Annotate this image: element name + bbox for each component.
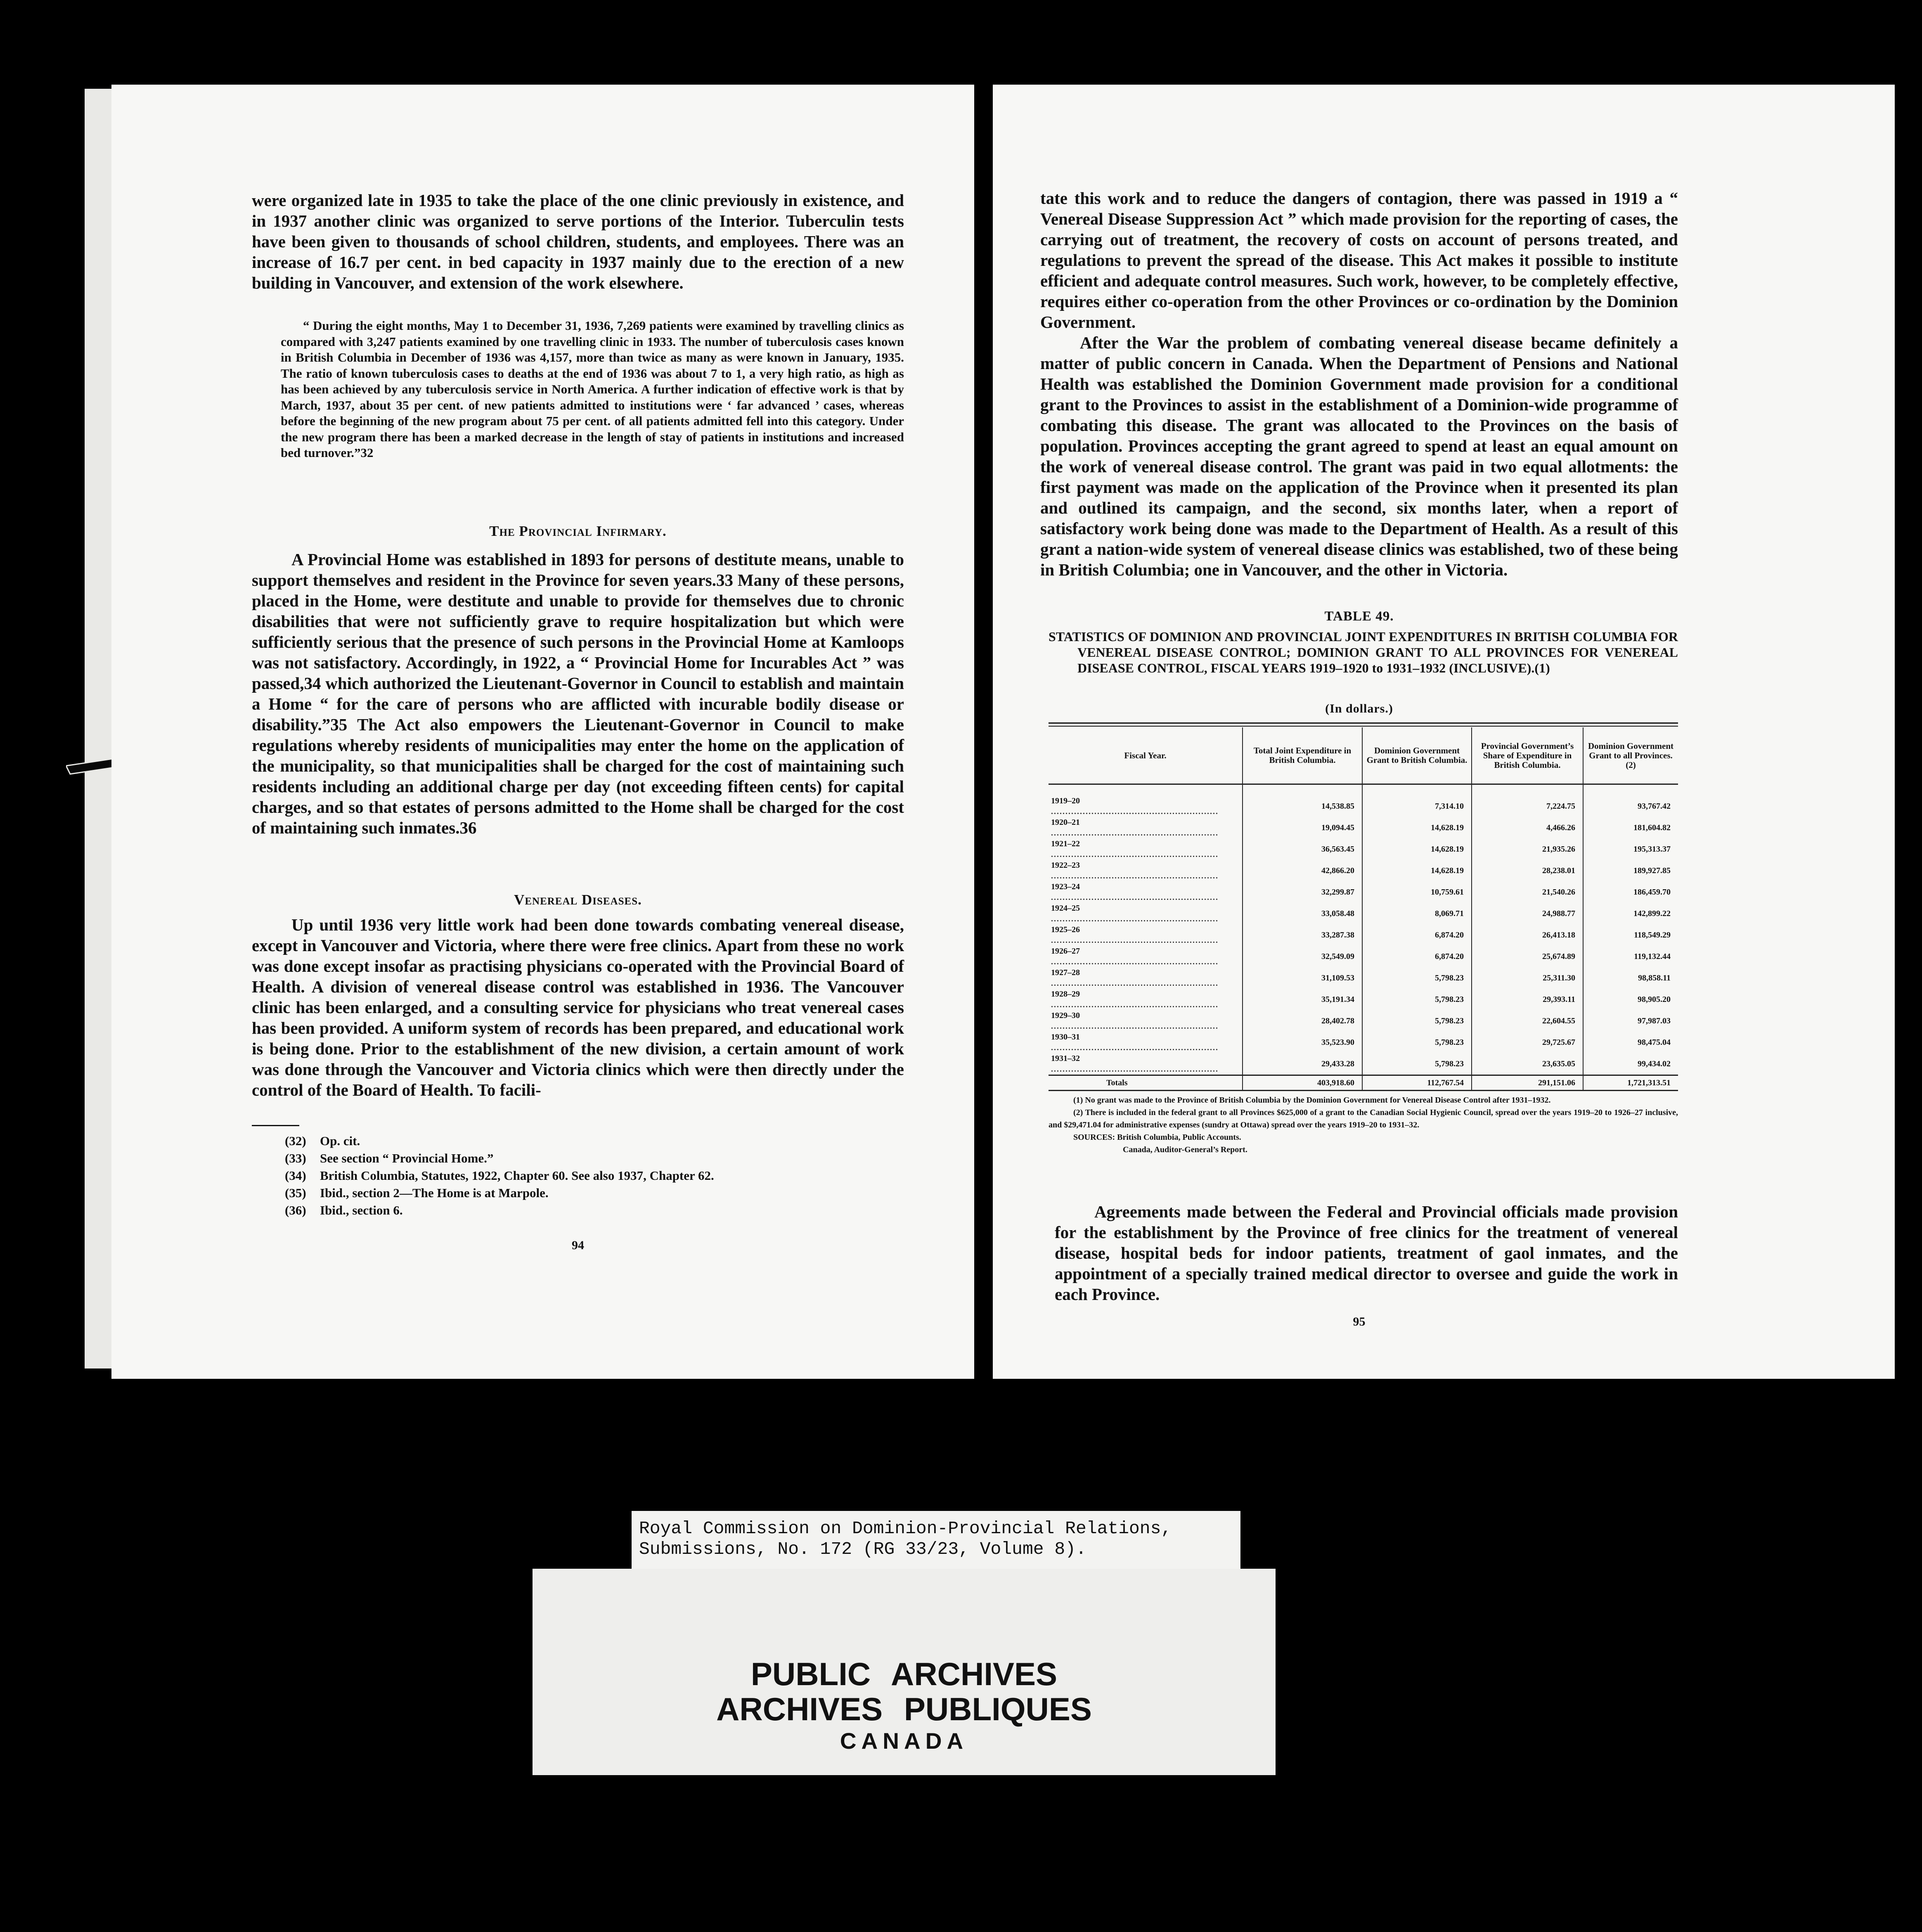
paragraph-text: were organized late in 1935 to take the place of the one clinic previously in existence, and in 1937 another clinic was organized to serve portions of the Interior. Tuberculin tests have been given to thousands of school children, students, and employees. There was an increase of 16.7 per cent. in bed capacity in 1937 mainly due to the erection of a new building in Vancouver, and extension of the work elsewhere. [252, 191, 904, 292]
footnote-number: (36) [285, 1203, 306, 1217]
fiscal-year-label: 1928–29 [1051, 990, 1080, 999]
stamp-line-french: ARCHIVES PUBLIQUES [716, 1691, 1092, 1727]
footnote [285, 1167, 904, 1184]
fiscal-year-cell [1049, 967, 1243, 989]
table-top-rule [1049, 726, 1678, 727]
sources-line: Canada, Auditor-General’s Report. [1123, 1145, 1247, 1154]
column-header: Dominion Government Grant to all Provinces. (2) [1583, 727, 1678, 784]
dot-leader: .......................................................... [1051, 1000, 1219, 1009]
amount-cell: 25,311.30 [1472, 967, 1583, 989]
fiscal-year-cell [1049, 881, 1243, 903]
dot-leader: .......................................................... [1051, 1065, 1219, 1074]
amount-cell: 29,725.67 [1472, 1032, 1583, 1053]
statistics-table [1049, 727, 1678, 1091]
amount-cell: 19,094.45 [1243, 817, 1362, 838]
paragraph-text: tate this work and to reduce the dangers of contagion, there was passed in 1919 a “ Venereal Disease Suppression Act ” which made provision for the reporting of cases, the carrying out of treatment, the recovery of costs on account of persons treated, and regulations to prevent the spread of the disease. This Act makes it possible to institute efficient and adequate control measures. Such work, however, to be completely effective, requires either co-operation from the other Provinces or co-ordination by the Dominion Government. [1040, 189, 1678, 331]
fiscal-year-label: 1923–24 [1051, 882, 1080, 891]
amount-cell: 6,874.20 [1362, 946, 1472, 967]
footnote-text: Op. cit. [320, 1134, 360, 1148]
footnote-number: (33) [285, 1151, 306, 1165]
fiscal-year-cell [1049, 817, 1243, 838]
footnote-text: Ibid., section 2—The Home is at Marpole. [320, 1186, 549, 1200]
amount-cell: 23,635.05 [1472, 1053, 1583, 1075]
amount-cell: 31,109.53 [1243, 967, 1362, 989]
amount-cell: 5,798.23 [1362, 1053, 1472, 1075]
table-row [1049, 1010, 1678, 1032]
table-note: (2) There is included in the federal grant to all Provinces $625,000 of a grant to the Canadian Social Hygienic Council, spread over the years 1919–20 to 1926–27 inclusive, and $29,471.04 for administrative expenses (sundry at Ottawa) spread over the years 1919–20 to 1931–32. [1049, 1108, 1678, 1129]
footnote-number: (35) [285, 1186, 306, 1200]
amount-cell: 22,604.55 [1472, 1010, 1583, 1032]
amount-cell: 10,759.61 [1362, 881, 1472, 903]
table-row [1049, 967, 1678, 989]
amount-cell: 98,475.04 [1583, 1032, 1678, 1053]
totals-label: Totals [1049, 1075, 1243, 1091]
table-spacer-row [1049, 784, 1678, 796]
fiscal-year-cell [1049, 1032, 1243, 1053]
totals-row [1049, 1075, 1678, 1091]
amount-cell: 25,674.89 [1472, 946, 1583, 967]
table-title [1049, 629, 1678, 676]
amount-cell: 97,987.03 [1583, 1010, 1678, 1032]
paragraph-text: Agreements made between the Federal and Provincial officials made provision for the establishment by the Province of free clinics for the treatment of venereal disease, hospital beds for indoor patients, treatment of gaol inmates, and the appointment of a specially trained medical director to oversee and guide the work in each Province. [1055, 1202, 1678, 1304]
dot-leader: .......................................................... [1051, 829, 1219, 838]
table-label: TABLE 49. [1324, 609, 1394, 624]
archives-stamp [533, 1569, 1276, 1775]
page-number: 94 [572, 1238, 584, 1252]
amount-cell: 33,058.48 [1243, 903, 1362, 924]
fiscal-year-label: 1930–31 [1051, 1032, 1080, 1042]
amount-cell: 5,798.23 [1362, 967, 1472, 989]
amount-cell: 21,935.26 [1472, 838, 1583, 860]
fiscal-year-label: 1920–21 [1051, 818, 1080, 827]
amount-cell: 14,628.19 [1362, 860, 1472, 881]
footnote-text: British Columbia, Statutes, 1922, Chapter 60. See also 1937, Chapter 62. [320, 1168, 714, 1183]
amount-cell: 42,866.20 [1243, 860, 1362, 881]
right-page [993, 85, 1895, 1379]
fiscal-year-label: 1927–28 [1051, 968, 1080, 977]
amount-cell: 29,393.11 [1472, 989, 1583, 1010]
table-note: (1) No grant was made to the Province of British Columbia by the Dominion Government for Venereal Disease Control after 1931–1932. [1073, 1096, 1551, 1105]
table-row [1049, 924, 1678, 946]
table-notes [1049, 1094, 1678, 1156]
amount-cell: 32,299.87 [1243, 881, 1362, 903]
table-top-rule [1049, 722, 1678, 724]
fiscal-year-label: 1929–30 [1051, 1011, 1080, 1020]
amount-cell: 5,798.23 [1362, 989, 1472, 1010]
amount-cell: 14,628.19 [1362, 838, 1472, 860]
amount-cell: 7,314.10 [1362, 796, 1472, 817]
infirmary-paragraph [252, 549, 904, 838]
fiscal-year-label: 1919–20 [1051, 796, 1080, 805]
total-amount-cell: 291,151.06 [1472, 1075, 1583, 1091]
column-header: Total Joint Expenditure in British Columbia. [1243, 727, 1362, 784]
dot-leader: .......................................................... [1051, 1043, 1219, 1052]
slip-line: Royal Commission on Dominion-Provincial Relations, [639, 1518, 1172, 1539]
amount-cell: 26,413.18 [1472, 924, 1583, 946]
amount-cell: 99,434.02 [1583, 1053, 1678, 1075]
footnote-number: (32) [285, 1134, 306, 1148]
amount-cell: 195,313.37 [1583, 838, 1678, 860]
page-number: 95 [1353, 1315, 1366, 1328]
amount-cell: 28,402.78 [1243, 1010, 1362, 1032]
amount-cell: 36,563.45 [1243, 838, 1362, 860]
table-row [1049, 946, 1678, 967]
amount-cell: 24,988.77 [1472, 903, 1583, 924]
fiscal-year-label: 1921–22 [1051, 839, 1080, 848]
table-row [1049, 1032, 1678, 1053]
amount-cell: 21,540.26 [1472, 881, 1583, 903]
dot-leader: .......................................................... [1051, 979, 1219, 988]
venereal-paragraph [252, 914, 904, 1100]
amount-cell: 98,905.20 [1583, 989, 1678, 1010]
stamp-line-country: CANADA [840, 1728, 968, 1754]
table-row [1049, 1053, 1678, 1075]
footnote-text: Ibid., section 6. [320, 1203, 403, 1217]
amount-cell: 14,538.85 [1243, 796, 1362, 817]
table-row [1049, 903, 1678, 924]
fiscal-year-label: 1924–25 [1051, 904, 1080, 913]
fiscal-year-label: 1922–23 [1051, 861, 1080, 870]
table-header-row [1049, 727, 1678, 784]
table-row [1049, 796, 1678, 817]
total-amount-cell: 1,721,313.51 [1583, 1075, 1678, 1091]
footnote-rule [252, 1125, 299, 1126]
table [1049, 727, 1678, 1091]
tuberculosis-quote [281, 318, 904, 461]
fiscal-year-cell [1049, 989, 1243, 1010]
footnote [285, 1184, 904, 1202]
paragraph-text: After the War the problem of combating venereal disease became definitely a matter of public concern in Canada. When the Department of Pensions and National Health was established the Dominion Government made provision for a conditional grant to the Provinces to assist in the establishment of a Dominion-wide programme of combating this disease. The grant was allocated to the Provinces on the basis of population. Provinces accepting the grant agreed to spend at least an equal amount on the work of venereal disease control. The grant was paid in two equal allotments: the first payment was made on the application of the Province when it presented its plan and outlined its campaign, and the second, six months later, when a report of satisfactory work being done was made to the Department of Health. As a result of this grant a nation-wide system of venereal disease clinics was established, two of these being in British Columbia; one in Vancouver, and the other in Victoria. [1040, 333, 1678, 579]
total-amount-cell: 112,767.54 [1362, 1075, 1472, 1091]
heading-venereal-diseases: Venereal Diseases. [514, 892, 642, 908]
fiscal-year-label: 1926–27 [1051, 947, 1080, 956]
amount-cell: 5,798.23 [1362, 1032, 1472, 1053]
dot-leader: .......................................................... [1051, 871, 1219, 881]
amount-cell: 32,549.09 [1243, 946, 1362, 967]
table-row [1049, 860, 1678, 881]
fiscal-year-label: 1925–26 [1051, 925, 1080, 934]
dot-leader: .......................................................... [1051, 893, 1219, 902]
dot-leader: .......................................................... [1051, 936, 1219, 945]
amount-cell: 5,798.23 [1362, 1010, 1472, 1032]
fiscal-year-cell [1049, 1053, 1243, 1075]
amount-cell: 29,433.28 [1243, 1053, 1362, 1075]
table-row [1049, 989, 1678, 1010]
amount-cell: 6,874.20 [1362, 924, 1472, 946]
fiscal-year-cell [1049, 924, 1243, 946]
amount-cell: 14,628.19 [1362, 817, 1472, 838]
amount-cell: 35,523.90 [1243, 1032, 1362, 1053]
column-header: Dominion Government Grant to British Columbia. [1362, 727, 1472, 784]
footnote [285, 1202, 904, 1219]
footnote [285, 1132, 904, 1150]
fiscal-year-cell [1049, 796, 1243, 817]
dot-leader: .......................................................... [1051, 914, 1219, 923]
dot-leader: .......................................................... [1051, 957, 1219, 966]
table-row [1049, 881, 1678, 903]
fiscal-year-cell [1049, 860, 1243, 881]
column-header: Provincial Government’s Share of Expenditure in British Columbia. [1472, 727, 1583, 784]
table-row [1049, 838, 1678, 860]
amount-cell: 189,927.85 [1583, 860, 1678, 881]
table-units: (In dollars.) [1325, 702, 1393, 715]
amount-cell: 93,767.42 [1583, 796, 1678, 817]
archive-reference-slip [632, 1511, 1240, 1575]
amount-cell: 118,549.29 [1583, 924, 1678, 946]
footnote [285, 1150, 904, 1167]
amount-cell: 8,069.71 [1362, 903, 1472, 924]
dot-leader: .......................................................... [1051, 850, 1219, 859]
right-intro-paragraph [1040, 188, 1678, 332]
stamp-line-english: PUBLIC ARCHIVES [750, 1656, 1058, 1692]
sources-line: SOURCES: British Columbia, Public Accounts. [1073, 1133, 1241, 1142]
amount-cell: 4,466.26 [1472, 817, 1583, 838]
table-title-text: STATISTICS OF DOMINION AND PROVINCIAL JOINT EXPENDITURES IN BRITISH COLUMBIA FOR VENEREAL DISEASE CONTROL; DOMINION GRANT TO ALL PROVINCES FOR VENEREAL DISEASE CONTROL, FISCAL YEARS 1919–1920 to 1931–1932 (INCLUSIVE).(1) [1049, 629, 1678, 675]
footnotes-list [285, 1132, 904, 1219]
slip-line: Submissions, No. 172 (RG 33/23, Volume 8). [639, 1539, 1086, 1559]
amount-cell: 186,459.70 [1583, 881, 1678, 903]
amount-cell: 98,858.11 [1583, 967, 1678, 989]
fiscal-year-label: 1931–32 [1051, 1054, 1080, 1063]
amount-cell: 181,604.82 [1583, 817, 1678, 838]
dot-leader: .......................................................... [1051, 1022, 1219, 1031]
quote-text: “ During the eight months, May 1 to December 31, 1936, 7,269 patients were examined by travelling clinics as compared with 3,247 patients examined by one travelling clinic in 1933. The number of tuberculosis cases known in British Columbia in December of 1936 was 4,157, more than twice as many as were known in January, 1935. The ratio of known tuberculosis cases to deaths at the end of 1936 was about 7 to 1, a very high ratio, as high as has been achieved by any tuberculosis service in North America. A further indication of effective work is that by March, 1937, about 35 per cent. of new patients admitted to institutions were ‘ far advanced ’ cases, whereas before the beginning of the new program about 75 per cent. of all patients admitted fell into this category. Under the new program there has been a marked decrease in the length of stay of patients in institutions and increased bed turnover.”32 [281, 318, 904, 460]
fiscal-year-cell [1049, 1010, 1243, 1032]
amount-cell: 7,224.75 [1472, 796, 1583, 817]
fiscal-year-cell [1049, 838, 1243, 860]
agreements-paragraph [1055, 1201, 1678, 1305]
fiscal-year-cell [1049, 903, 1243, 924]
left-page [111, 85, 974, 1379]
fiscal-year-cell [1049, 946, 1243, 967]
amount-cell: 35,191.34 [1243, 989, 1362, 1010]
amount-cell: 142,899.22 [1583, 903, 1678, 924]
footnote-text: See section “ Provincial Home.” [320, 1151, 494, 1165]
amount-cell: 119,132.44 [1583, 946, 1678, 967]
column-header: Fiscal Year. [1124, 750, 1167, 760]
table-row [1049, 817, 1678, 838]
amount-cell: 28,238.01 [1472, 860, 1583, 881]
left-intro-paragraph [252, 190, 904, 293]
footnote-number: (34) [285, 1168, 306, 1183]
paragraph-text: Up until 1936 very little work had been done towards combating venereal disease, except in Vancouver and Victoria, where there were free clinics. Apart from these no work was done except insofar as practising physicians co-operated with the Provincial Board of Health. A division of venereal disease control was established in 1936. The Vancouver clinic has been enlarged, and a consulting service for physicians who treat venereal cases has been provided. A uniform system of records has been prepared, and educational work is being done. Prior to the establishment of the new division, a certain amount of work was done through the Vancouver and Victoria clinics which were then directly under the control of the Board of Health. To facili- [252, 915, 904, 1099]
dot-leader: .......................................................... [1051, 807, 1219, 816]
war-paragraph [1040, 332, 1678, 580]
total-amount-cell: 403,918.60 [1243, 1075, 1362, 1091]
paragraph-text: A Provincial Home was established in 1893 for persons of destitute means, unable to support themselves and resident in the Province for seven years.33 Many of these persons, placed in the Home, were destitute and unable to provide for themselves due to chronic disabilities that were not sufficiently grave to require hospitalization but which were sufficiently serious that the presence of such persons in the Provincial Home at Kamloops was not satisfactory. Accordingly, in 1922, a “ Provincial Home for Incurables Act ” was passed,34 which authorized the Lieutenant-Governor in Council to establish and maintain a Home “ for the care of persons who are afflicted with incurable bodily disease or disability.”35 The Act also empowers the Lieutenant-Governor in Council to make regulations whereby residents of municipalities may enter the home on the application of the municipality, so that municipalities shall be charged for the cost of maintaining such residents including an additional charge per day (not exceeding fifteen cents) for capital charges, and so that estates of persons admitted to the Home shall be charged for the cost of maintaining such inmates.36 [252, 550, 904, 837]
amount-cell: 33,287.38 [1243, 924, 1362, 946]
heading-provincial-infirmary: The Provincial Infirmary. [489, 523, 667, 539]
